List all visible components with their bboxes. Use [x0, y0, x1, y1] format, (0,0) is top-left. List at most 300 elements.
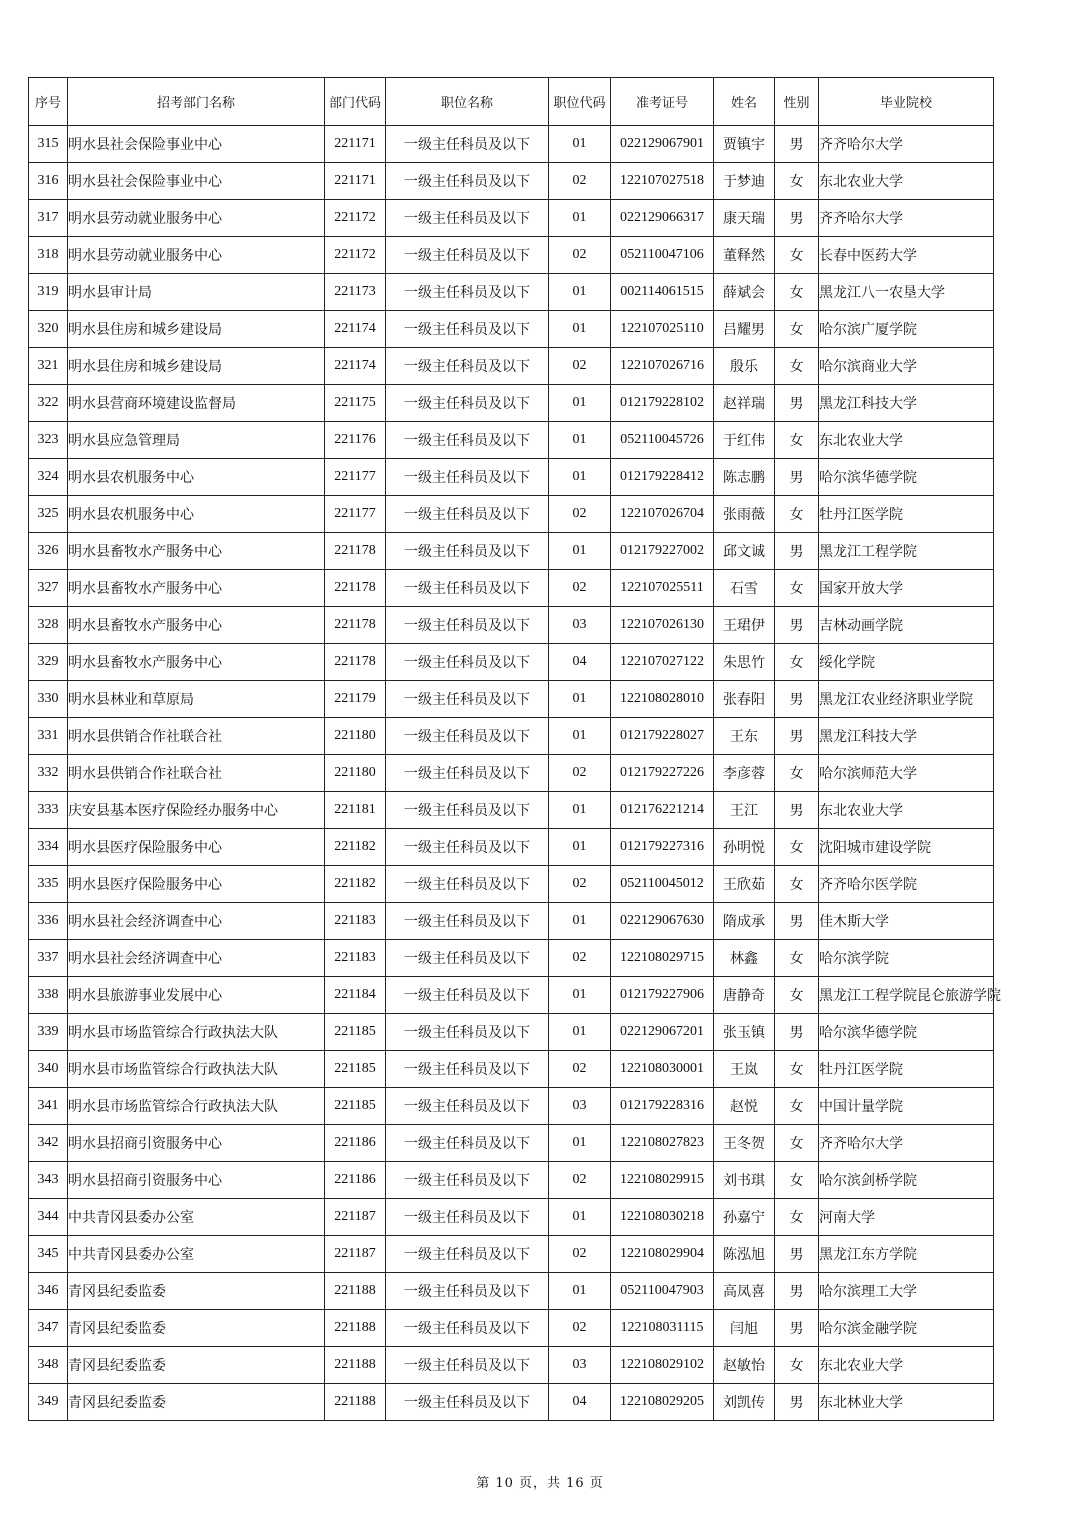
exam-id: 122107027518 [611, 163, 714, 200]
candidate-name: 陈泓旭 [714, 1236, 775, 1273]
candidate-name: 刘书琪 [714, 1162, 775, 1199]
gender: 男 [775, 792, 819, 829]
position-name: 一级主任科员及以下 [386, 1273, 549, 1310]
table-row [29, 1088, 994, 1125]
candidate-name: 李彦蓉 [714, 755, 775, 792]
school: 齐齐哈尔大学 [819, 1125, 994, 1162]
table-row [29, 940, 994, 977]
department-name: 明水县供销合作社联合社 [68, 755, 325, 792]
gender: 男 [775, 1273, 819, 1310]
row-index: 340 [29, 1051, 68, 1088]
department-name: 明水县审计局 [68, 274, 325, 311]
table-row [29, 496, 994, 533]
exam-id: 122108030218 [611, 1199, 714, 1236]
candidate-name: 张雨薇 [714, 496, 775, 533]
exam-id: 122108029904 [611, 1236, 714, 1273]
school: 牡丹江医学院 [819, 496, 994, 533]
school: 齐齐哈尔大学 [819, 126, 994, 163]
table-row [29, 1236, 994, 1273]
position-name: 一级主任科员及以下 [386, 1088, 549, 1125]
department-name: 中共青冈县委办公室 [68, 1199, 325, 1236]
row-index: 344 [29, 1199, 68, 1236]
row-index: 334 [29, 829, 68, 866]
row-index: 349 [29, 1384, 68, 1421]
position-code: 02 [549, 1236, 611, 1273]
candidate-name: 邱文诚 [714, 533, 775, 570]
dept-code: 221187 [325, 1199, 386, 1236]
department-name: 明水县畜牧水产服务中心 [68, 644, 325, 681]
gender: 男 [775, 533, 819, 570]
gender: 女 [775, 422, 819, 459]
exam-id: 122108031115 [611, 1310, 714, 1347]
dept-code: 221174 [325, 348, 386, 385]
school: 哈尔滨剑桥学院 [819, 1162, 994, 1199]
row-index: 324 [29, 459, 68, 496]
row-index: 336 [29, 903, 68, 940]
row-index: 330 [29, 681, 68, 718]
candidate-name: 吕耀男 [714, 311, 775, 348]
position-name: 一级主任科员及以下 [386, 755, 549, 792]
exam-id: 052110045012 [611, 866, 714, 903]
position-name: 一级主任科员及以下 [386, 977, 549, 1014]
col-header-exam-id: 准考证号 [611, 78, 714, 126]
row-index: 345 [29, 1236, 68, 1273]
gender: 女 [775, 1125, 819, 1162]
col-header-school: 毕业院校 [819, 78, 994, 126]
position-name: 一级主任科员及以下 [386, 496, 549, 533]
table-row [29, 681, 994, 718]
table-row [29, 1384, 994, 1421]
school: 沈阳城市建设学院 [819, 829, 994, 866]
candidate-name: 高凤喜 [714, 1273, 775, 1310]
candidate-name: 王岚 [714, 1051, 775, 1088]
dept-code: 221188 [325, 1310, 386, 1347]
dept-code: 221183 [325, 940, 386, 977]
exam-id: 022129067901 [611, 126, 714, 163]
candidate-name: 董释然 [714, 237, 775, 274]
school: 黑龙江工程学院 [819, 533, 994, 570]
dept-code: 221177 [325, 459, 386, 496]
candidate-name: 王欣茹 [714, 866, 775, 903]
table-row [29, 237, 994, 274]
position-name: 一级主任科员及以下 [386, 311, 549, 348]
position-name: 一级主任科员及以下 [386, 533, 549, 570]
department-name: 庆安县基本医疗保险经办服务中心 [68, 792, 325, 829]
table-row [29, 829, 994, 866]
position-name: 一级主任科员及以下 [386, 1236, 549, 1273]
gender: 女 [775, 496, 819, 533]
dept-code: 221185 [325, 1014, 386, 1051]
position-code: 03 [549, 1347, 611, 1384]
candidate-name: 唐静奇 [714, 977, 775, 1014]
position-code: 01 [549, 977, 611, 1014]
dept-code: 221188 [325, 1273, 386, 1310]
exam-id: 052110047903 [611, 1273, 714, 1310]
department-name: 明水县畜牧水产服务中心 [68, 570, 325, 607]
row-index: 335 [29, 866, 68, 903]
position-name: 一级主任科员及以下 [386, 237, 549, 274]
dept-code: 221179 [325, 681, 386, 718]
dept-code: 221178 [325, 533, 386, 570]
school: 哈尔滨师范大学 [819, 755, 994, 792]
exam-id: 012179228316 [611, 1088, 714, 1125]
dept-code: 221188 [325, 1347, 386, 1384]
gender: 女 [775, 163, 819, 200]
school: 河南大学 [819, 1199, 994, 1236]
school: 黑龙江东方学院 [819, 1236, 994, 1273]
gender: 女 [775, 940, 819, 977]
table-row [29, 385, 994, 422]
department-name: 明水县应急管理局 [68, 422, 325, 459]
row-index: 343 [29, 1162, 68, 1199]
position-code: 01 [549, 718, 611, 755]
position-code: 01 [549, 422, 611, 459]
table-row [29, 903, 994, 940]
exam-id: 122108029915 [611, 1162, 714, 1199]
candidate-name: 于红伟 [714, 422, 775, 459]
col-header-name: 姓名 [714, 78, 775, 126]
position-name: 一级主任科员及以下 [386, 1384, 549, 1421]
position-name: 一级主任科员及以下 [386, 1347, 549, 1384]
col-header-gender: 性别 [775, 78, 819, 126]
position-name: 一级主任科员及以下 [386, 1162, 549, 1199]
gender: 女 [775, 977, 819, 1014]
exam-id: 122107025110 [611, 311, 714, 348]
position-code: 02 [549, 163, 611, 200]
table-row [29, 644, 994, 681]
department-name: 明水县住房和城乡建设局 [68, 348, 325, 385]
col-header-position-code: 职位代码 [549, 78, 611, 126]
position-code: 02 [549, 496, 611, 533]
position-code: 01 [549, 126, 611, 163]
position-code: 01 [549, 459, 611, 496]
table-row [29, 977, 994, 1014]
department-name: 明水县畜牧水产服务中心 [68, 533, 325, 570]
position-name: 一级主任科员及以下 [386, 274, 549, 311]
gender: 女 [775, 311, 819, 348]
candidate-name: 于梦迪 [714, 163, 775, 200]
candidate-name: 林鑫 [714, 940, 775, 977]
position-code: 02 [549, 755, 611, 792]
row-index: 326 [29, 533, 68, 570]
candidate-name: 赵祥瑞 [714, 385, 775, 422]
candidate-name: 刘凯传 [714, 1384, 775, 1421]
col-header-index: 序号 [29, 78, 68, 126]
position-code: 02 [549, 1051, 611, 1088]
exam-id: 012179228102 [611, 385, 714, 422]
gender: 男 [775, 126, 819, 163]
position-name: 一级主任科员及以下 [386, 829, 549, 866]
department-name: 明水县医疗保险服务中心 [68, 866, 325, 903]
school: 绥化学院 [819, 644, 994, 681]
exam-id: 012179228412 [611, 459, 714, 496]
gender: 女 [775, 1088, 819, 1125]
position-code: 02 [549, 237, 611, 274]
candidate-name: 张玉镇 [714, 1014, 775, 1051]
row-index: 337 [29, 940, 68, 977]
department-name: 青冈县纪委监委 [68, 1273, 325, 1310]
school: 哈尔滨金融学院 [819, 1310, 994, 1347]
dept-code: 221183 [325, 903, 386, 940]
position-name: 一级主任科员及以下 [386, 644, 549, 681]
gender: 女 [775, 829, 819, 866]
table-row [29, 1125, 994, 1162]
row-index: 319 [29, 274, 68, 311]
position-code: 01 [549, 1014, 611, 1051]
position-name: 一级主任科员及以下 [386, 1014, 549, 1051]
position-code: 02 [549, 866, 611, 903]
row-index: 318 [29, 237, 68, 274]
position-name: 一级主任科员及以下 [386, 903, 549, 940]
position-code: 01 [549, 792, 611, 829]
dept-code: 221178 [325, 570, 386, 607]
gender: 女 [775, 755, 819, 792]
dept-code: 221175 [325, 385, 386, 422]
gender: 男 [775, 903, 819, 940]
exam-id: 022129067630 [611, 903, 714, 940]
table-row [29, 311, 994, 348]
table-row [29, 1014, 994, 1051]
position-name: 一级主任科员及以下 [386, 163, 549, 200]
table-row [29, 200, 994, 237]
school: 东北农业大学 [819, 422, 994, 459]
exam-id: 122107026716 [611, 348, 714, 385]
position-name: 一级主任科员及以下 [386, 792, 549, 829]
table-row [29, 533, 994, 570]
school: 齐齐哈尔大学 [819, 200, 994, 237]
position-name: 一级主任科员及以下 [386, 940, 549, 977]
department-name: 明水县社会保险事业中心 [68, 163, 325, 200]
department-name: 明水县林业和草原局 [68, 681, 325, 718]
table-row [29, 1199, 994, 1236]
dept-code: 221185 [325, 1051, 386, 1088]
exam-id: 052110045726 [611, 422, 714, 459]
exam-id: 012179227316 [611, 829, 714, 866]
school: 长春中医药大学 [819, 237, 994, 274]
table-row [29, 570, 994, 607]
department-name: 明水县招商引资服务中心 [68, 1125, 325, 1162]
school: 黑龙江农业经济职业学院 [819, 681, 994, 718]
row-index: 327 [29, 570, 68, 607]
row-index: 323 [29, 422, 68, 459]
exam-id: 122108030001 [611, 1051, 714, 1088]
row-index: 328 [29, 607, 68, 644]
school: 黑龙江科技大学 [819, 718, 994, 755]
position-code: 01 [549, 274, 611, 311]
exam-id: 052110047106 [611, 237, 714, 274]
position-code: 01 [549, 829, 611, 866]
exam-id: 122107026130 [611, 607, 714, 644]
position-code: 02 [549, 348, 611, 385]
row-index: 331 [29, 718, 68, 755]
dept-code: 221171 [325, 126, 386, 163]
table-row [29, 1310, 994, 1347]
table-row [29, 163, 994, 200]
row-index: 322 [29, 385, 68, 422]
gender: 女 [775, 866, 819, 903]
row-index: 321 [29, 348, 68, 385]
table-row [29, 1162, 994, 1199]
position-code: 01 [549, 681, 611, 718]
position-code: 02 [549, 1310, 611, 1347]
candidate-name: 孙嘉宁 [714, 1199, 775, 1236]
table-row [29, 1051, 994, 1088]
department-name: 明水县供销合作社联合社 [68, 718, 325, 755]
candidate-name: 隋成承 [714, 903, 775, 940]
exam-id: 122108028010 [611, 681, 714, 718]
position-name: 一级主任科员及以下 [386, 422, 549, 459]
department-name: 明水县医疗保险服务中心 [68, 829, 325, 866]
table-row [29, 755, 994, 792]
candidate-name: 朱思竹 [714, 644, 775, 681]
exam-id: 122108027823 [611, 1125, 714, 1162]
position-code: 01 [549, 385, 611, 422]
school: 牡丹江医学院 [819, 1051, 994, 1088]
position-name: 一级主任科员及以下 [386, 866, 549, 903]
school: 东北农业大学 [819, 163, 994, 200]
dept-code: 221172 [325, 237, 386, 274]
position-code: 01 [549, 1199, 611, 1236]
school: 哈尔滨华德学院 [819, 459, 994, 496]
gender: 男 [775, 1310, 819, 1347]
row-index: 316 [29, 163, 68, 200]
gender: 女 [775, 1051, 819, 1088]
dept-code: 221174 [325, 311, 386, 348]
school: 黑龙江工程学院昆仑旅游学院 [819, 977, 994, 1014]
position-name: 一级主任科员及以下 [386, 348, 549, 385]
row-index: 339 [29, 1014, 68, 1051]
school: 东北农业大学 [819, 1347, 994, 1384]
gender: 男 [775, 1236, 819, 1273]
school: 国家开放大学 [819, 570, 994, 607]
exam-id: 012176221214 [611, 792, 714, 829]
dept-code: 221186 [325, 1162, 386, 1199]
candidate-name: 赵悦 [714, 1088, 775, 1125]
gender: 女 [775, 570, 819, 607]
table-row [29, 866, 994, 903]
department-name: 明水县社会经济调查中心 [68, 940, 325, 977]
row-index: 346 [29, 1273, 68, 1310]
table-row [29, 422, 994, 459]
department-name: 明水县农机服务中心 [68, 496, 325, 533]
dept-code: 221186 [325, 1125, 386, 1162]
col-header-dept-code: 部门代码 [325, 78, 386, 126]
gender: 女 [775, 237, 819, 274]
gender: 女 [775, 1162, 819, 1199]
exam-id: 122107027122 [611, 644, 714, 681]
row-index: 333 [29, 792, 68, 829]
dept-code: 221182 [325, 829, 386, 866]
department-name: 明水县社会经济调查中心 [68, 903, 325, 940]
gender: 女 [775, 1199, 819, 1236]
position-name: 一级主任科员及以下 [386, 1051, 549, 1088]
table-row [29, 607, 994, 644]
gender: 男 [775, 1384, 819, 1421]
dept-code: 221187 [325, 1236, 386, 1273]
gender: 男 [775, 607, 819, 644]
school: 吉林动画学院 [819, 607, 994, 644]
school: 黑龙江八一农垦大学 [819, 274, 994, 311]
table-row [29, 274, 994, 311]
dept-code: 221176 [325, 422, 386, 459]
department-name: 青冈县纪委监委 [68, 1384, 325, 1421]
school: 哈尔滨华德学院 [819, 1014, 994, 1051]
table-row [29, 459, 994, 496]
dept-code: 221180 [325, 718, 386, 755]
school: 哈尔滨理工大学 [819, 1273, 994, 1310]
dept-code: 221178 [325, 644, 386, 681]
department-name: 明水县招商引资服务中心 [68, 1162, 325, 1199]
school: 哈尔滨广厦学院 [819, 311, 994, 348]
candidate-table [28, 77, 1001, 1421]
position-name: 一级主任科员及以下 [386, 681, 549, 718]
school: 齐齐哈尔医学院 [819, 866, 994, 903]
position-code: 04 [549, 644, 611, 681]
gender: 女 [775, 644, 819, 681]
candidate-name: 王东 [714, 718, 775, 755]
dept-code: 221178 [325, 607, 386, 644]
table-row [29, 792, 994, 829]
candidate-name: 康天瑞 [714, 200, 775, 237]
gender: 男 [775, 385, 819, 422]
row-index: 348 [29, 1347, 68, 1384]
table-row [29, 348, 994, 385]
table-row [29, 718, 994, 755]
school: 哈尔滨学院 [819, 940, 994, 977]
position-name: 一级主任科员及以下 [386, 1310, 549, 1347]
position-code: 01 [549, 903, 611, 940]
position-name: 一级主任科员及以下 [386, 607, 549, 644]
department-name: 中共青冈县委办公室 [68, 1236, 325, 1273]
school: 佳木斯大学 [819, 903, 994, 940]
dept-code: 221171 [325, 163, 386, 200]
row-index: 317 [29, 200, 68, 237]
department-name: 明水县旅游事业发展中心 [68, 977, 325, 1014]
table-row [29, 126, 994, 163]
row-index: 329 [29, 644, 68, 681]
position-code: 01 [549, 311, 611, 348]
department-name: 明水县住房和城乡建设局 [68, 311, 325, 348]
candidate-name: 闫旭 [714, 1310, 775, 1347]
dept-code: 221184 [325, 977, 386, 1014]
exam-id: 012179227906 [611, 977, 714, 1014]
gender: 女 [775, 274, 819, 311]
exam-id: 012179227002 [611, 533, 714, 570]
department-name: 青冈县纪委监委 [68, 1310, 325, 1347]
candidate-name: 陈志鹏 [714, 459, 775, 496]
position-code: 01 [549, 1125, 611, 1162]
gender: 男 [775, 1014, 819, 1051]
exam-id: 022129066317 [611, 200, 714, 237]
table-row [29, 1347, 994, 1384]
school: 哈尔滨商业大学 [819, 348, 994, 385]
school: 中国计量学院 [819, 1088, 994, 1125]
table-row [29, 1273, 994, 1310]
department-name: 明水县市场监管综合行政执法大队 [68, 1088, 325, 1125]
candidate-name: 薛斌会 [714, 274, 775, 311]
exam-id: 022129067201 [611, 1014, 714, 1051]
candidate-name: 王江 [714, 792, 775, 829]
dept-code: 221182 [325, 866, 386, 903]
school: 黑龙江科技大学 [819, 385, 994, 422]
page-footer: 第 10 页，共 16 页 [476, 1476, 604, 1491]
gender: 女 [775, 348, 819, 385]
exam-id: 012179228027 [611, 718, 714, 755]
gender: 男 [775, 200, 819, 237]
position-code: 01 [549, 1273, 611, 1310]
position-name: 一级主任科员及以下 [386, 718, 549, 755]
position-name: 一级主任科员及以下 [386, 459, 549, 496]
